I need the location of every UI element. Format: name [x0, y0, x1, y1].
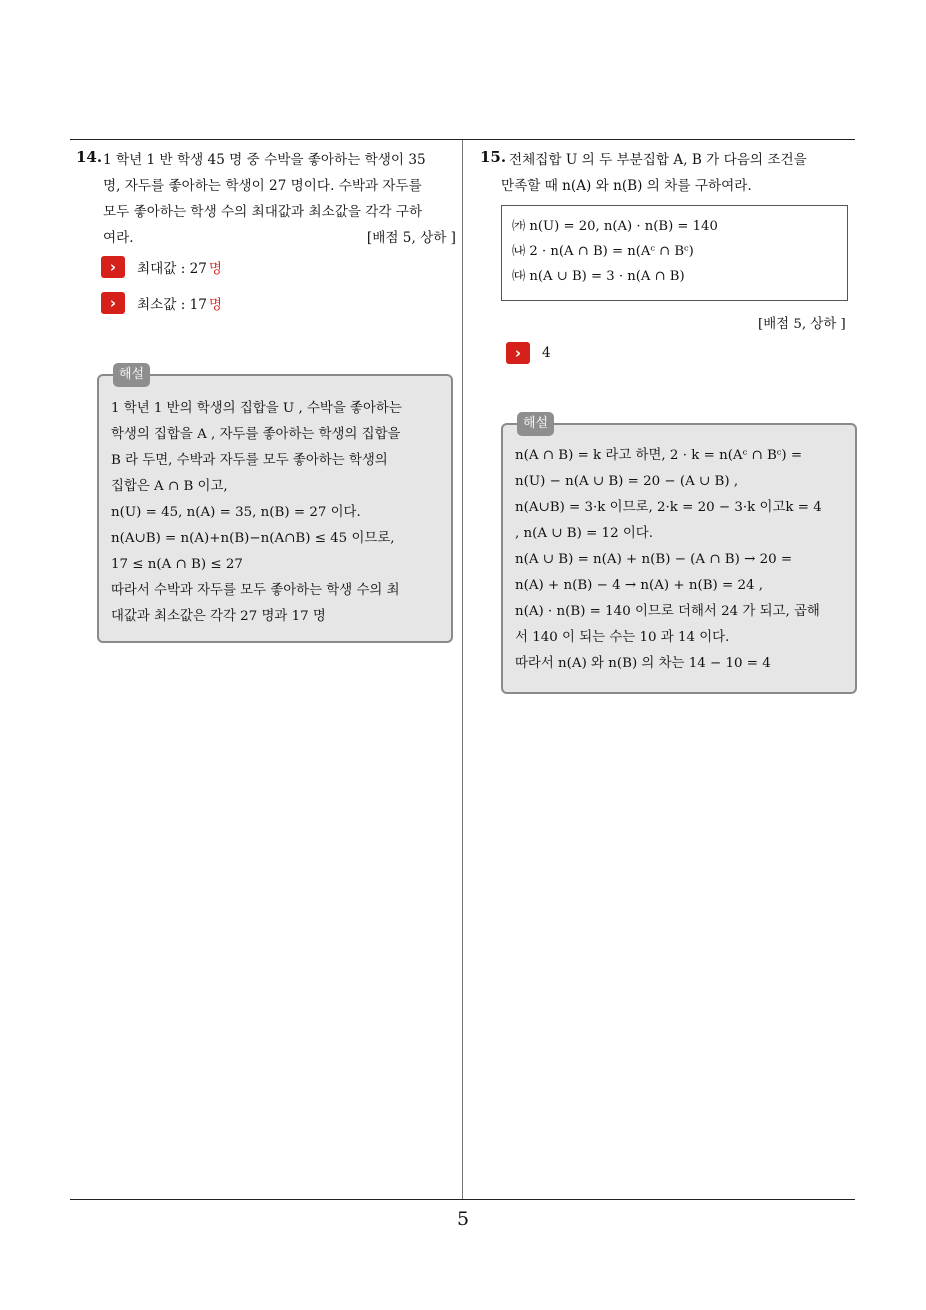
- q14-line: 1 학년 1 반 학생 45 명 중 수박을 좋아하는 학생이 35: [103, 152, 426, 168]
- q14-answer-min: [101, 292, 222, 314]
- q14-line: 모두 좋아하는 학생 수의 최대값과 최소값을 각각 구하: [103, 204, 423, 220]
- q14-answer-min-label: 최소값 : 17: [137, 297, 207, 313]
- q14-solution-line: 1 학년 1 반의 학생의 집합을 U , 수박을 좋아하는: [111, 401, 402, 416]
- q15-solution-line: n(U) − n(A ∪ B) = 20 − (A ∪ B) ,: [515, 474, 739, 489]
- q14-solution-line: n(U) = 45, n(A) = 35, n(B) = 27 이다.: [111, 505, 361, 520]
- q15-text: [501, 147, 859, 199]
- q14-line: 여라.: [103, 230, 134, 246]
- q14-solution-line: 대값과 최소값은 각각 27 명과 17 명: [111, 609, 326, 624]
- answer-arrow-icon: ›: [506, 342, 530, 364]
- q14-solution-line: 집합은 A ∩ B 이고,: [111, 479, 228, 494]
- q14-solution-line: n(A∪B) = n(A)+n(B)−n(A∩B) ≤ 45 이므로,: [111, 531, 395, 546]
- q15-solution-line: 따라서 n(A) 와 n(B) 의 차는 14 − 10 = 4: [515, 656, 771, 671]
- q15-condition: ㈏ 2 · n(A ∩ B) = n(Aᶜ ∩ Bᶜ): [512, 244, 694, 259]
- q14-score: [배점 5, 상하 ]: [366, 230, 456, 246]
- q15-answer-value: 4: [542, 345, 551, 361]
- q14-text: [82, 147, 456, 251]
- q14-answer-max-unit: 명: [208, 261, 223, 277]
- q15-solution-line: n(A ∪ B) = n(A) + n(B) − (A ∩ B) → 20 =: [515, 552, 793, 567]
- bottom-rule: [70, 1199, 855, 1200]
- q14-solution-line: B 라 두면, 수박과 자두를 모두 좋아하는 학생의: [111, 453, 388, 468]
- q15-solution-line: 서 140 이 되는 수는 10 과 14 이다.: [515, 630, 730, 645]
- q15-solution-line: n(A ∩ B) = k 라고 하면, 2 · k = n(Aᶜ ∩ Bᶜ) =: [515, 448, 803, 463]
- q14-solution-line: 17 ≤ n(A ∩ B) ≤ 27: [111, 557, 243, 572]
- q15-score: [배점 5, 상하 ]: [758, 317, 846, 332]
- q14-number: 14.: [76, 148, 103, 166]
- q15-solution-box: [501, 416, 857, 694]
- q14-answer-min-unit: 명: [208, 297, 223, 313]
- q15-number: 15.: [480, 148, 507, 166]
- q15-line: 만족할 때 n(A) 와 n(B) 의 차를 구하여라.: [501, 178, 752, 194]
- q15-conditions-box: [501, 205, 848, 301]
- q15-condition: ㈐ n(A ∪ B) = 3 · n(A ∩ B): [512, 269, 685, 284]
- q15-solution-line: n(A) + n(B) − 4 → n(A) + n(B) = 24 ,: [515, 578, 764, 593]
- page-number: 5: [456, 1208, 470, 1230]
- q15-solution-line: n(A) · n(B) = 140 이므로 더해서 24 가 되고, 곱해: [515, 604, 820, 619]
- answer-arrow-icon: ›: [101, 292, 125, 314]
- q15-line: 전체집합 U 의 두 부분집합 A, B 가 다음의 조건을: [509, 152, 807, 168]
- q14-solution-tag: 해설: [113, 363, 150, 387]
- q14-solution-box: [97, 367, 453, 643]
- q15-solution-line: , n(A ∪ B) = 12 이다.: [515, 526, 653, 541]
- q15-solution-line: n(A∪B) = 3·k 이므로, 2·k = 20 − 3·k 이고k = 4: [515, 500, 822, 515]
- q14-solution-line: 학생의 집합을 A , 자두를 좋아하는 학생의 집합을: [111, 427, 401, 442]
- q15-answer: [506, 342, 551, 364]
- q15-solution-tag: 해설: [517, 412, 554, 436]
- column-divider: [462, 140, 463, 1200]
- q14-answer-max: [101, 256, 222, 278]
- q14-answer-max-label: 최대값 : 27: [137, 261, 207, 277]
- q14-line: 명, 자두를 좋아하는 학생이 27 명이다. 수박과 자두를: [103, 178, 422, 194]
- q14-solution-line: 따라서 수박과 자두를 모두 좋아하는 학생 수의 최: [111, 583, 400, 598]
- answer-arrow-icon: ›: [101, 256, 125, 278]
- q15-condition: ㈎ n(U) = 20, n(A) · n(B) = 140: [512, 219, 718, 234]
